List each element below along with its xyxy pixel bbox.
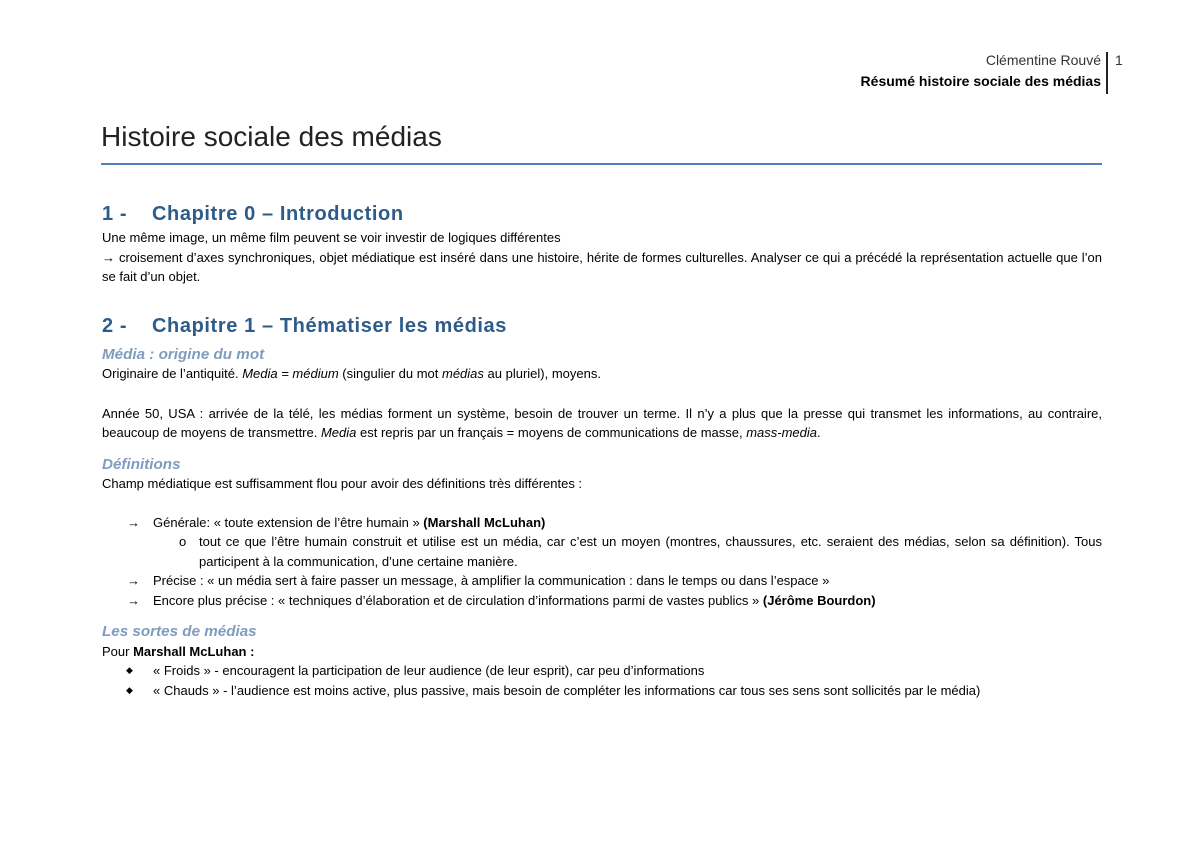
definitions-list-cont	[102, 571, 1102, 610]
section-number: 2 -	[102, 314, 128, 337]
list-item: → Encore plus précise : « techniques d’élaboration et de circulation d’informations parmi de vastes publics » (Jérôme Bourdon)	[102, 591, 1102, 611]
subheading-media-origin: Média : origine du mot	[102, 345, 265, 363]
header-author: Clémentine Rouvé	[985, 52, 1101, 68]
header-subtitle: Résumé histoire sociale des médias	[860, 73, 1101, 89]
definitions-sublist	[102, 532, 1102, 571]
header-divider	[1106, 52, 1108, 94]
paragraph: Champ médiatique est suffisamment flou pour avoir des définitions très différentes :	[102, 476, 583, 491]
circle-bullet-icon: o	[179, 534, 187, 549]
section-heading-2	[102, 312, 1102, 340]
title-underline	[101, 163, 1102, 165]
diamond-bullet-icon: ◆	[126, 684, 133, 695]
page-number: 1	[1115, 52, 1123, 68]
document-body	[102, 200, 1102, 700]
arrow-icon: →	[127, 514, 140, 530]
list-item: ◆ « Froids » - encouragent la participation de leur audience (de leur esprit), car peu d’informations	[102, 661, 1102, 681]
paragraph: Pour Marshall McLuhan :	[102, 643, 255, 659]
arrow-icon: →	[127, 573, 140, 588]
spacer	[102, 384, 1102, 404]
paragraph: Originaire de l’antiquité. Media = médium (singulier du mot médias au pluriel), moyens.	[102, 366, 601, 381]
list-item: ◆ « Chauds » - l’audience est moins active, plus passive, mais besoin de compléter les informations car tous ses sens sont sollicités par le média)	[102, 681, 1102, 701]
diamond-bullet-icon: ◆	[126, 665, 133, 675]
section-title: Chapitre 0 – Introduction	[152, 203, 404, 225]
definitions-list	[102, 513, 1102, 533]
document-title: Histoire sociale des médias	[101, 121, 442, 152]
paragraph: → croisement d’axes synchroniques, objet médiatique est inséré dans une histoire, hérite de formes culturelles. Analyser ce qui a précédé la représentation actuelle que l’on se fait d’un objet.	[102, 249, 1102, 284]
section-number: 1 -	[102, 203, 128, 225]
spacer	[102, 494, 1102, 513]
subheading-media-types: Les sortes de médias	[102, 623, 257, 640]
list-item: o tout ce que l’être humain construit et utilise est un média, car c’est un moyen (montres, chaussures, etc. seraient des médias, selon sa définition). Tous participent à la communication, d’une certaine manière.	[179, 534, 1102, 569]
paragraph: Année 50, USA : arrivée de la télé, les médias forment un système, besoin de trouver un terme. Il n’y a plus que la presse qui transmet les informations, au contraire, beaucoup de moyens de transmettre. Media est repris par un français = moyens de communications de masse, mass-media.	[102, 405, 1102, 440]
section-title: Chapitre 1 – Thématiser les médias	[152, 314, 507, 337]
list-item: → Générale: « toute extension de l’être humain » (Marshall McLuhan)	[102, 513, 1102, 533]
list-item: → Précise : « un média sert à faire passer un message, à amplifier la communication : dans le temps ou dans l’espace »	[102, 571, 1102, 591]
media-types-list	[102, 661, 1102, 700]
paragraph: Une même image, un même film peuvent se voir investir de logiques différentes	[102, 230, 561, 245]
arrow-icon: →	[127, 592, 140, 608]
section-heading-1	[102, 200, 1102, 228]
subheading-definitions: Définitions	[102, 455, 181, 473]
